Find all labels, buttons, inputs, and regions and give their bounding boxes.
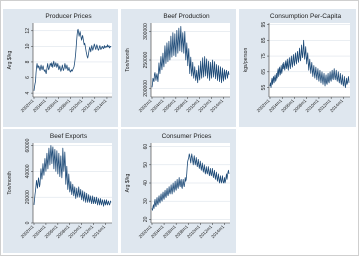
plot-area (33, 143, 112, 223)
x-tick-label: 2014m1 (209, 98, 225, 114)
y-tick-label: 8 (25, 60, 31, 64)
y-tick-label: 300000 (143, 23, 149, 40)
chart-title: Beef Exports (49, 133, 88, 140)
y-tick-label: 250000 (143, 51, 149, 69)
x-tick-label: 2014m1 (92, 98, 108, 114)
x-tick-label: 2012m1 (198, 224, 214, 240)
x-tick-label: 2006m1 (43, 224, 59, 240)
x-tick-label: 2004m1 (149, 224, 165, 240)
y-tick-label: 85 (261, 37, 267, 44)
y-tick-label: 60000 (25, 138, 31, 153)
y-axis-label: kgs/person (243, 47, 249, 73)
x-tick-label: 2012m1 (80, 98, 96, 114)
x-tick-label: 2012m1 (79, 224, 95, 240)
x-tick-label: 2010m1 (68, 98, 84, 114)
x-tick-label: 2008m1 (292, 98, 308, 114)
chart-title: Producer Prices (45, 13, 92, 20)
y-tick-label: 65 (261, 69, 267, 75)
x-tick-label: 2014m1 (210, 224, 226, 240)
y-tick-label: 60 (143, 143, 149, 150)
y-tick-label: 95 (261, 21, 267, 28)
x-tick-label: 2010m1 (67, 224, 83, 240)
y-tick-label: 10 (25, 43, 31, 50)
y-tick-label: 50 (143, 162, 149, 168)
x-tick-label: 2008m1 (55, 224, 71, 240)
x-tick-label: 2010m1 (185, 98, 201, 114)
x-tick-label: 2004m1 (267, 98, 283, 114)
y-axis-label: Arg $/kg (125, 173, 131, 193)
chart-panel-2 (121, 9, 236, 127)
x-tick-label: 2002m1 (137, 224, 153, 240)
y-axis-label: Arg $/kg (7, 50, 13, 70)
x-tick-label: 2004m1 (31, 224, 47, 240)
y-axis-label: Ton/month (7, 171, 13, 195)
x-tick-label: 2002m1 (19, 98, 35, 114)
chart-panel-3 (239, 9, 356, 127)
chart-title: Beef Production (163, 13, 210, 20)
y-tick-label: 30 (143, 198, 149, 204)
figure-svg (1, 1, 358, 255)
x-tick-label: 2010m1 (304, 98, 320, 114)
y-tick-label: 12 (25, 28, 31, 34)
x-tick-label: 2002m1 (137, 98, 153, 114)
x-tick-label: 2006m1 (161, 98, 177, 114)
y-tick-label: 0 (25, 221, 31, 225)
x-tick-label: 2008m1 (173, 98, 189, 114)
y-tick-label: 40000 (25, 164, 31, 179)
x-tick-label: 2014m1 (329, 98, 345, 114)
x-tick-label: 2002m1 (19, 224, 35, 240)
x-tick-label: 2008m1 (173, 224, 189, 240)
chart-title: Consumer Prices (161, 133, 212, 140)
y-tick-label: 55 (261, 84, 267, 91)
y-tick-label: 75 (261, 53, 267, 59)
x-tick-label: 2012m1 (316, 98, 332, 114)
y-axis-label: Ton/month (125, 48, 131, 72)
y-tick-label: 6 (25, 76, 31, 79)
x-tick-label: 2006m1 (43, 98, 60, 114)
y-tick-label: 20 (143, 216, 149, 223)
y-tick-label: 4 (25, 91, 31, 95)
chart-panel-5 (121, 129, 236, 253)
x-tick-label: 2008m1 (56, 98, 72, 114)
x-tick-label: 2004m1 (31, 98, 47, 114)
plot-area (33, 23, 112, 97)
chart-panel-4 (3, 129, 118, 253)
x-tick-label: 2006m1 (280, 98, 296, 114)
x-tick-label: 2010m1 (185, 224, 202, 240)
x-tick-label: 2004m1 (149, 98, 165, 114)
x-tick-label: 2002m1 (255, 98, 271, 114)
y-tick-label: 20000 (25, 190, 31, 205)
chart-title: Consumption Per-Capita (269, 13, 342, 20)
y-tick-label: 200000 (143, 80, 149, 97)
x-tick-label: 2006m1 (161, 224, 177, 240)
x-tick-label: 2014m1 (91, 224, 107, 240)
chart-panel-1 (3, 9, 118, 127)
y-tick-label: 40 (143, 180, 149, 186)
x-tick-label: 2012m1 (197, 98, 213, 114)
